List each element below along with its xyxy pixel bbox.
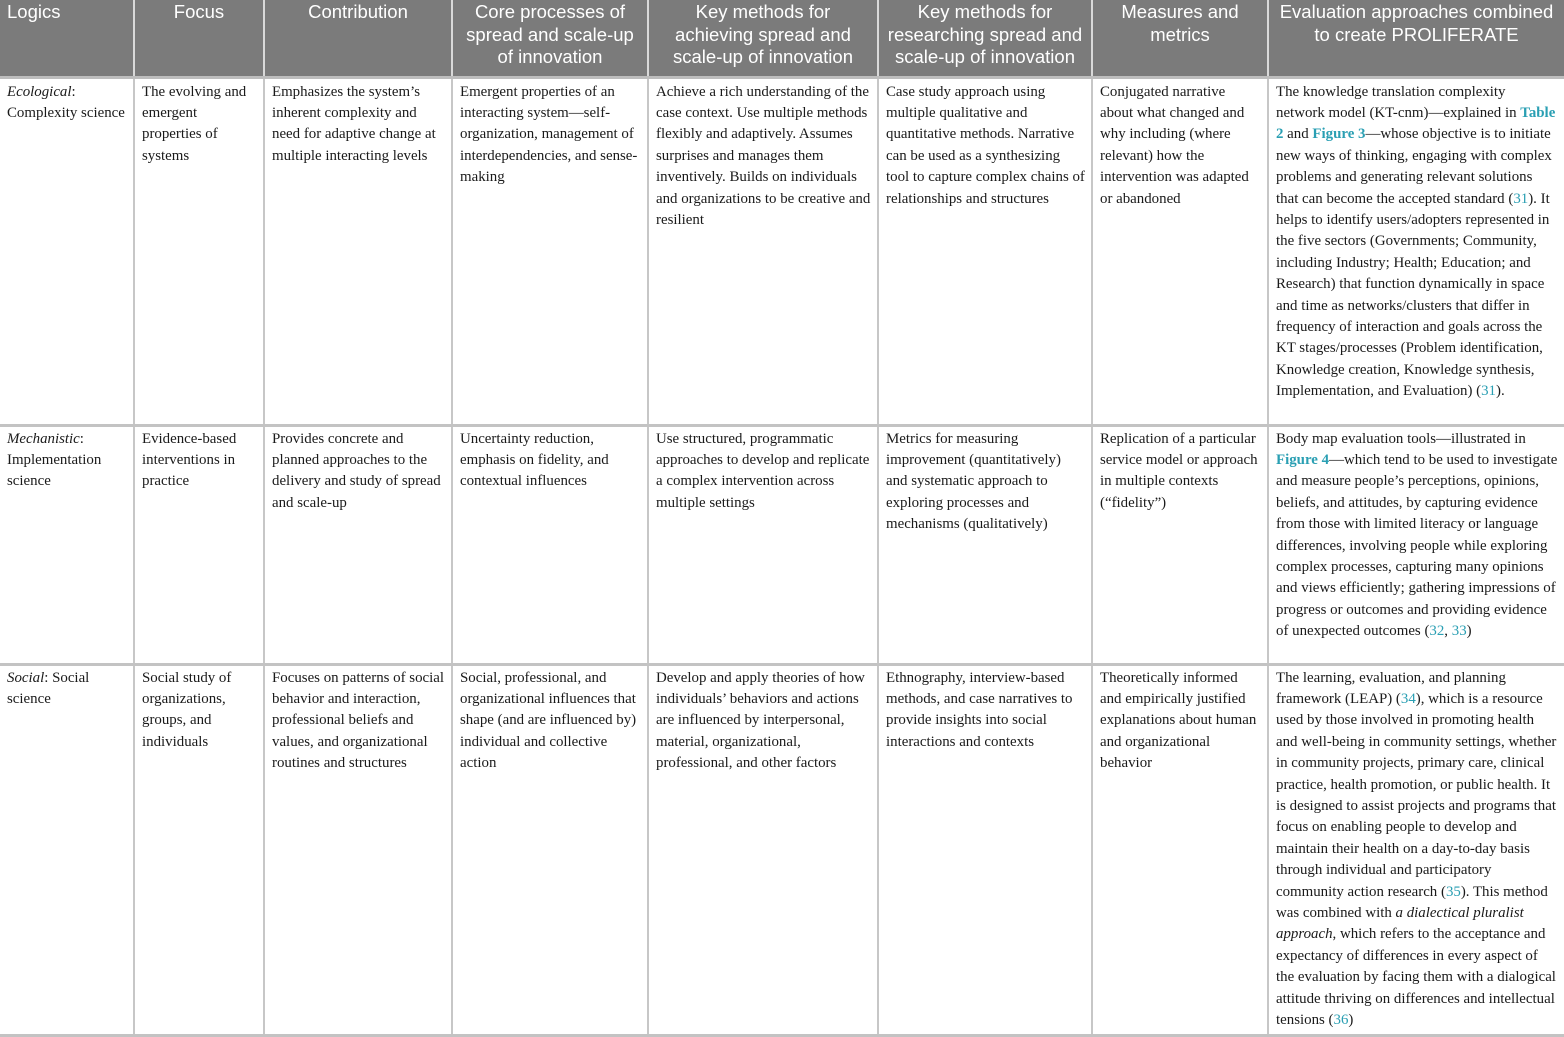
cell-core-processes: Emergent properties of an interacting system—self-organization, management of interdependencies, and sense-making (452, 77, 648, 425)
cell-core-processes: Social, professional, and organizational influences that shape (and are influenced by) individual and collective action (452, 664, 648, 1035)
evaluation-text: ). It helps to identify users/adopters represented in the five sectors (Governments; Community, including Industry; Health; Education; and Research) that function dynamically in space and time as networks/clusters that differ in frequency of interaction and goals across the KT stages/processes (Problem identification, Knowledge creation, Knowledge synthesis, Implementation, and Evaluation) ( (1276, 190, 1550, 400)
cell-methods-researching: Case study approach using multiple qualitative and quantitative methods. Narrative can be used as a synthesizing tool to capture complex chains of relationships and structures (878, 77, 1092, 425)
evaluation-text: , which refers to the acceptance and expectancy of differences in every aspect of the evaluation by facing them with a dialogical attitude thriving on differences and intellectual tensions ( (1276, 926, 1556, 1028)
citation-link[interactable]: 33 (1451, 623, 1467, 640)
table-row (0, 664, 1564, 1035)
cell-logic (0, 425, 134, 664)
citation-link[interactable]: 35 (1445, 883, 1461, 900)
evaluation-text: ), which is a resource used by those involved in promoting health and well-being in community settings, whether in community projects, primary care, clinical practice, health promotion, or public health. It is designed to assist projects and programs that focus on enabling people to develop and maintain their health on a day-to-day basis through individual and participatory community action research ( (1276, 690, 1557, 900)
cell-logic (0, 664, 134, 1035)
evaluation-text: —which tend to be used to investigate and measure people’s perceptions, opinions, beliefs, and attitudes, by capturing evidence from those with limited literacy or language differences, involving people while exploring complex processes, capturing many opinions and views efficiently; gathering impressions of progress or outcomes and providing evidence of unexpected outcomes ( (1276, 451, 1558, 640)
evaluation-text: ). (1496, 383, 1505, 400)
citation-link[interactable]: 32 (1429, 623, 1445, 640)
cell-evaluation (1268, 77, 1564, 425)
logic-subtitle: : Social science (7, 669, 90, 707)
evaluation-text: Body map evaluation tools—illustrated in (1276, 430, 1526, 447)
header-focus: Focus (134, 0, 264, 77)
table-row (0, 77, 1564, 425)
header-methods-achieving: Key methods for achieving spread and scale-up of innovation (648, 0, 878, 77)
header-logics: Logics (0, 0, 134, 77)
cell-measures: Conjugated narrative about what changed and why including (where relevant) how the intervention was adapted or abandoned (1092, 77, 1268, 425)
evaluation-text: —whose objective is to initiate new ways of thinking, engaging with complex problems and generating relevant solutions that can become the accepted standard ( (1276, 126, 1552, 207)
cell-focus: The evolving and emergent properties of systems (134, 77, 264, 425)
cell-evaluation (1268, 664, 1564, 1035)
header-core-processes: Core processes of spread and scale-up of innovation (452, 0, 648, 77)
logic-subtitle: : Complexity science (7, 83, 125, 121)
cell-contribution: Focuses on patterns of social behavior and interaction, professional beliefs and values, and organizational routines and structures (264, 664, 452, 1035)
table-row (0, 425, 1564, 664)
citation-link[interactable]: 36 (1333, 1012, 1349, 1028)
cell-core-processes: Uncertainty reduction, emphasis on fidelity, and contextual influences (452, 425, 648, 664)
header-contribution: Contribution (264, 0, 452, 77)
cell-contribution: Provides concrete and planned approaches to the delivery and study of spread and scale-up (264, 425, 452, 664)
cell-methods-researching: Ethnography, interview-based methods, and case narratives to provide insights into social interactions and contexts (878, 664, 1092, 1035)
logic-subtitle: : Implementation science (7, 430, 102, 490)
logic-name: Ecological (7, 83, 72, 100)
header-evaluation: Evaluation approaches combined to create PROLIFERATE (1268, 0, 1564, 77)
cell-measures: Replication of a particular service model or approach in multiple contexts (“fidelity”) (1092, 425, 1268, 664)
evaluation-text: ). This method was combined with (1276, 883, 1548, 921)
cell-measures: Theoretically informed and empirically justified explanations about human and organizational behavior (1092, 664, 1268, 1035)
cell-methods-achieving: Achieve a rich understanding of the case context. Use multiple methods flexibly and adaptively. Assumes surprises and manages them inventively. Builds on individuals and organizations to be creative and resilient (648, 77, 878, 425)
emphasis-text: a dialectical pluralist approach (1276, 904, 1524, 943)
cell-focus: Social study of organizations, groups, and individuals (134, 664, 264, 1035)
citation-link[interactable]: 34 (1400, 690, 1416, 707)
figure-4-link[interactable]: Figure 4 (1276, 451, 1330, 468)
cell-contribution: Emphasizes the system’s inherent complexity and need for adaptive change at multiple interacting levels (264, 77, 452, 425)
evaluation-text: ) (1348, 1012, 1354, 1028)
evaluation-text: ) (1466, 623, 1472, 640)
header-measures: Measures and metrics (1092, 0, 1268, 77)
header-row (0, 0, 1564, 77)
logic-name: Social (7, 669, 45, 686)
citation-link[interactable]: 31 (1481, 383, 1496, 400)
evaluation-text: The knowledge translation complexity network model (KT-cnm)—explained in (1276, 83, 1521, 121)
evaluation-text: The learning, evaluation, and planning framework (LEAP) ( (1276, 669, 1506, 707)
logic-name: Mechanistic (7, 430, 80, 447)
cell-methods-achieving: Develop and apply theories of how individuals’ behaviors and actions are influenced by interpersonal, material, organizational, professional, and other factors (648, 664, 878, 1035)
cell-evaluation (1268, 425, 1564, 664)
evaluation-text: , (1444, 623, 1452, 640)
cell-focus: Evidence-based interventions in practice (134, 425, 264, 664)
evaluation-text: and (1283, 126, 1313, 143)
cell-methods-achieving: Use structured, programmatic approaches to develop and replicate a complex intervention across multiple settings (648, 425, 878, 664)
cell-logic (0, 77, 134, 425)
table-2-link[interactable]: Table 2 (1276, 104, 1556, 143)
header-methods-researching: Key methods for researching spread and scale-up of innovation (878, 0, 1092, 77)
figure-3-link[interactable]: Figure 3 (1312, 126, 1366, 143)
citation-link[interactable]: 31 (1513, 190, 1529, 207)
cell-methods-researching: Metrics for measuring improvement (quantitatively) and systematic approach to exploring processes and mechanisms (qualitatively) (878, 425, 1092, 664)
